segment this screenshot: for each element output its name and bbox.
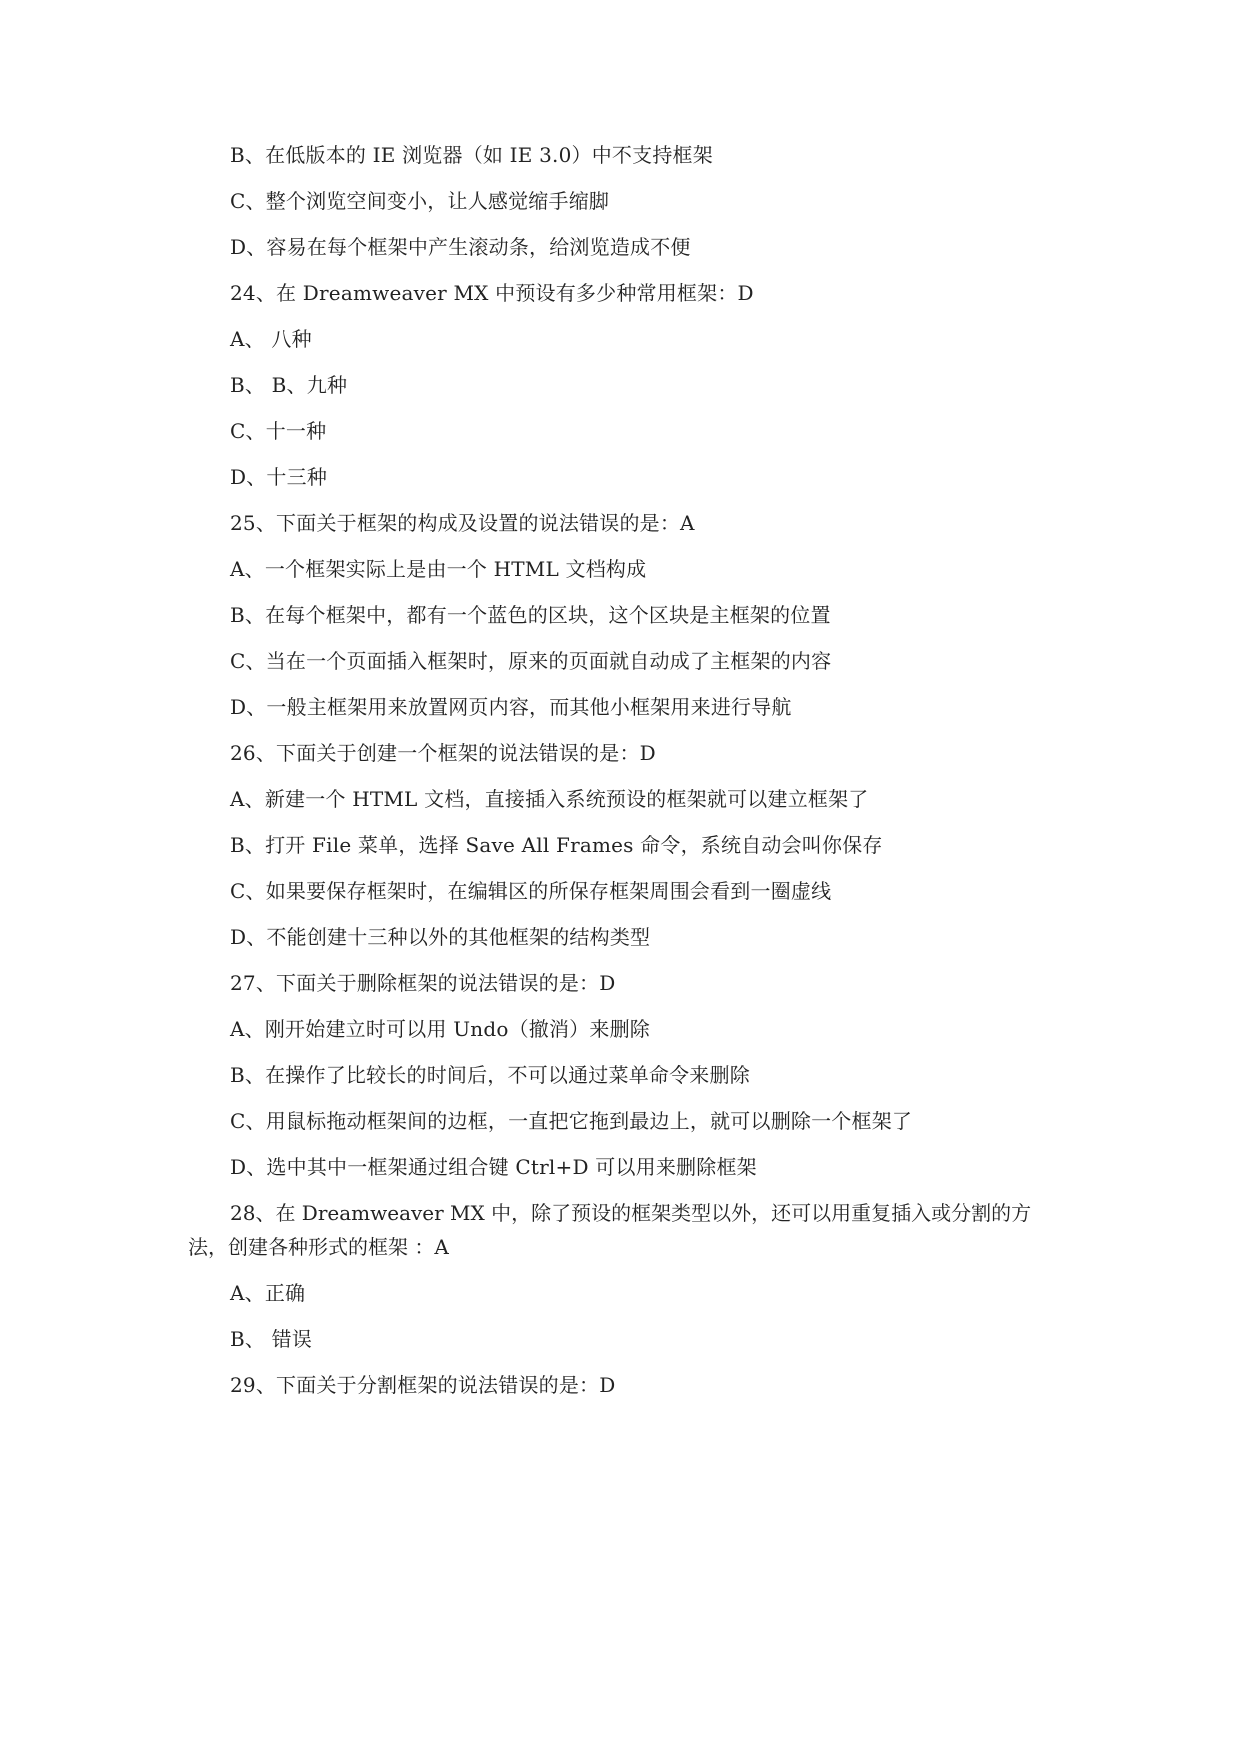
option-a-new-html: A、新建一个 HTML 文档，直接插入系统预设的框架就可以建立框架了 bbox=[230, 787, 869, 811]
option-c-eleven: C、十一种 bbox=[230, 419, 327, 443]
question-29: 29、下面关于分割框架的说法错误的是：D bbox=[230, 1373, 616, 1397]
option-d-thirteen: D、十三种 bbox=[230, 465, 328, 489]
option-c-dashed-line: C、如果要保存框架时，在编辑区的所保存框架周围会看到一圈虚线 bbox=[230, 879, 832, 903]
option-c-drag-border: C、用鼠标拖动框架间的边框，一直把它拖到最边上，就可以删除一个框架了 bbox=[230, 1109, 913, 1133]
option-b-blue-block: B、在每个框架中，都有一个蓝色的区块，这个区块是主框架的位置 bbox=[230, 603, 831, 627]
option-c-insert-frame: C、当在一个页面插入框架时，原来的页面就自动成了主框架的内容 bbox=[230, 649, 832, 673]
option-d-main-frame: D、一般主框架用来放置网页内容，而其他小框架用来进行导航 bbox=[230, 695, 792, 719]
option-a-html-doc: A、一个框架实际上是由一个 HTML 文档构成 bbox=[230, 557, 647, 581]
option-b-menu-command: B、在操作了比较长的时间后，不可以通过菜单命令来删除 bbox=[230, 1063, 750, 1087]
option-d-cannot-create: D、不能创建十三种以外的其他框架的结构类型 bbox=[230, 925, 651, 949]
option-b-file-menu: B、打开 File 菜单，选择 Save All Frames 命令，系统自动会叫你保存 bbox=[230, 833, 883, 857]
option-d-scrollbars: D、容易在每个框架中产生滚动条，给浏览造成不便 bbox=[230, 235, 691, 259]
question-26: 26、下面关于创建一个框架的说法错误的是：D bbox=[230, 741, 656, 765]
option-a-correct: A、正确 bbox=[230, 1281, 306, 1305]
option-a-eight: A、 八种 bbox=[230, 327, 312, 351]
option-b-nine: B、 B、九种 bbox=[230, 373, 348, 397]
option-a-undo: A、刚开始建立时可以用 Undo（撤消）来删除 bbox=[230, 1017, 650, 1041]
question-28-line-2: 法，创建各种形式的框架 ：A bbox=[188, 1235, 449, 1259]
option-d-ctrl-d: D、选中其中一框架通过组合键 Ctrl+D 可以用来删除框架 bbox=[230, 1155, 757, 1179]
question-27: 27、下面关于删除框架的说法错误的是：D bbox=[230, 971, 616, 995]
question-28-line-1: 28、在 Dreamweaver MX 中，除了预设的框架类型以外，还可以用重复插入或分割的方 bbox=[230, 1201, 1032, 1225]
question-25: 25、下面关于框架的构成及设置的说法错误的是：A bbox=[230, 511, 695, 535]
option-c-space-smaller: C、整个浏览空间变小，让人感觉缩手缩脚 bbox=[230, 189, 610, 213]
option-b-low-ie: B、在低版本的 IE 浏览器（如 IE 3.0）中不支持框架 bbox=[230, 143, 713, 167]
option-b-wrong: B、 错误 bbox=[230, 1327, 313, 1351]
question-24: 24、在 Dreamweaver MX 中预设有多少种常用框架：D bbox=[230, 281, 754, 305]
